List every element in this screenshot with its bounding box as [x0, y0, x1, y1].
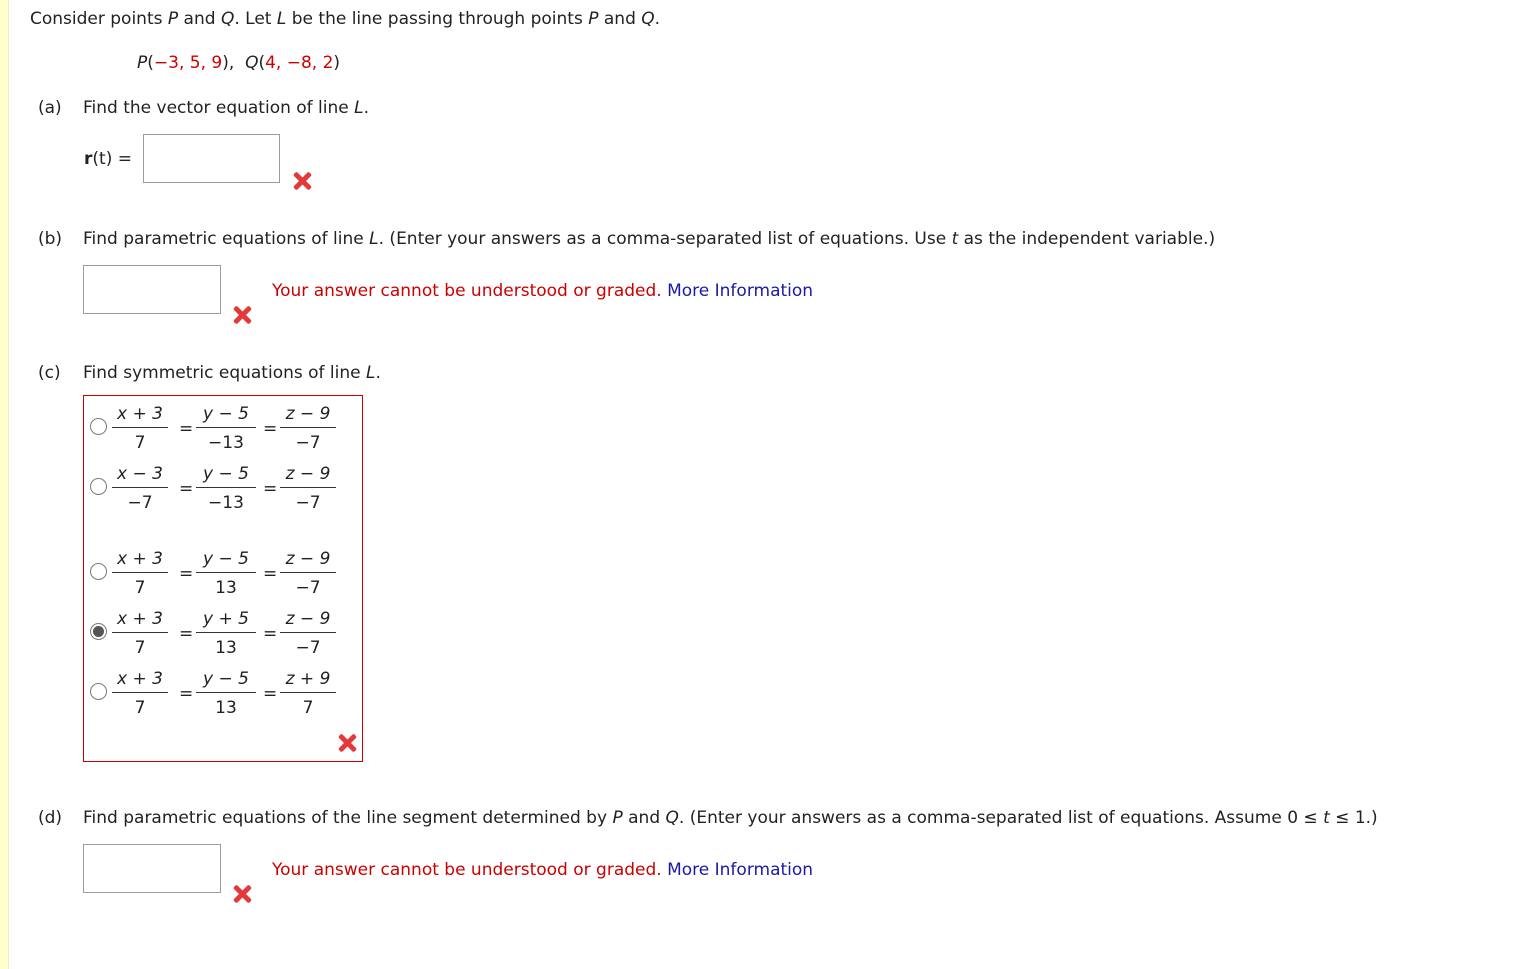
fraction	[280, 549, 336, 598]
fraction-numerator: x + 3	[112, 669, 168, 693]
var-l: L	[366, 363, 376, 383]
choice-option[interactable]	[84, 669, 354, 725]
fraction	[112, 549, 168, 598]
radio-button[interactable]	[90, 418, 107, 435]
var-t: t	[1323, 808, 1330, 828]
point-p-label: P	[137, 53, 148, 73]
error-text: Your answer cannot be understood or graded.	[272, 281, 662, 301]
fraction	[196, 464, 256, 513]
error-message	[272, 860, 813, 880]
radio-button[interactable]	[90, 683, 107, 700]
equals-sign: =	[263, 564, 278, 584]
fraction-denominator: −7	[295, 578, 321, 598]
part-a-label: (a)	[38, 98, 62, 118]
prompt-text: ≤ 1.)	[1329, 808, 1378, 828]
fraction	[280, 669, 336, 718]
fraction-numerator: y − 5	[196, 464, 256, 488]
points-given	[137, 53, 340, 73]
prompt-text: Find parametric equations of the line segment determined by	[83, 808, 613, 828]
var-q: Q	[220, 9, 235, 29]
point-p-coords: −3, 5, 9	[153, 53, 223, 73]
part-c-label: (c)	[38, 363, 61, 383]
var-q: Q	[641, 9, 655, 29]
fraction-numerator: z − 9	[280, 549, 336, 573]
prompt-text: and	[622, 808, 666, 828]
equals-sign: =	[263, 479, 278, 499]
x-mark-icon	[231, 304, 253, 326]
choice-option[interactable]	[84, 404, 354, 460]
part-d-label: (d)	[38, 808, 63, 828]
intro-text: be the line passing through points	[286, 9, 589, 29]
part-b-prompt	[83, 229, 1215, 249]
var-l: L	[369, 229, 379, 249]
paren: (	[147, 53, 154, 73]
equals-sign: =	[263, 624, 278, 644]
fraction	[280, 609, 336, 658]
vector-equation-input[interactable]	[143, 134, 280, 183]
paren: ),	[222, 53, 235, 73]
fraction	[280, 404, 336, 453]
fraction	[112, 404, 168, 453]
var-p: P	[612, 808, 623, 828]
error-message	[272, 281, 813, 301]
paren: (	[258, 53, 266, 73]
x-mark-icon	[291, 170, 313, 192]
fraction	[196, 404, 256, 453]
fraction-denominator: −13	[208, 493, 244, 513]
fraction-numerator: y + 5	[196, 609, 256, 633]
fraction	[112, 609, 168, 658]
fraction-denominator: −7	[295, 493, 321, 513]
var-q: Q	[665, 808, 679, 828]
fraction-numerator: x + 3	[112, 549, 168, 573]
equals-sign: =	[179, 624, 194, 644]
fraction-denominator: 7	[134, 638, 146, 658]
equals-sign: =	[263, 419, 278, 439]
symmetric-equations-choices	[83, 395, 363, 762]
part-d-prompt	[83, 808, 1378, 828]
choice-option[interactable]	[84, 549, 354, 605]
fraction-denominator: 7	[302, 698, 314, 718]
fraction-denominator: 13	[215, 638, 237, 658]
radio-button-selected[interactable]	[90, 623, 107, 640]
var-l: L	[276, 9, 287, 29]
r-of-t-label	[84, 149, 132, 169]
r-bold: r	[84, 149, 93, 169]
fraction	[280, 464, 336, 513]
choice-option[interactable]	[84, 609, 354, 665]
problem-intro	[30, 9, 660, 29]
fraction	[112, 669, 168, 718]
fraction-numerator: z − 9	[280, 609, 336, 633]
point-q-label: Q	[245, 53, 259, 73]
fraction	[196, 669, 256, 718]
var-p: P	[588, 9, 599, 29]
error-text: Your answer cannot be understood or graded.	[272, 860, 662, 880]
prompt-text: Find the vector equation of line	[83, 98, 355, 118]
fraction	[196, 549, 256, 598]
intro-text: Consider points	[30, 9, 168, 29]
fraction-denominator: −7	[295, 433, 321, 453]
paren: )	[333, 53, 341, 73]
prompt-text: as the independent variable.)	[958, 229, 1216, 249]
fraction-numerator: y − 5	[196, 669, 256, 693]
prompt-text: .	[375, 363, 381, 383]
intro-text: and	[598, 9, 642, 29]
fraction-denominator: −7	[295, 638, 321, 658]
fraction-numerator: x + 3	[112, 404, 168, 428]
intro-text: . Let	[234, 9, 277, 29]
intro-text: .	[654, 9, 661, 29]
equals-sign: =	[263, 684, 278, 704]
fraction-numerator: x − 3	[112, 464, 168, 488]
r-paren-text: (t) =	[92, 149, 132, 169]
part-a-prompt	[83, 98, 369, 118]
intro-text: and	[178, 9, 221, 29]
point-q-coords: 4, −8, 2	[265, 53, 334, 73]
fraction-numerator: y − 5	[196, 404, 256, 428]
line-segment-input[interactable]	[83, 844, 221, 893]
fraction	[196, 609, 256, 658]
equals-sign: =	[179, 419, 194, 439]
radio-button[interactable]	[90, 478, 107, 495]
prompt-text: Find parametric equations of line	[83, 229, 370, 249]
fraction-numerator: x + 3	[112, 609, 168, 633]
more-information-link[interactable]: More Information	[667, 860, 814, 880]
fraction-numerator: z − 9	[280, 464, 336, 488]
fraction-numerator: z + 9	[280, 669, 336, 693]
prompt-text: . (Enter your answers as a comma-separated list of equations. Assume 0 ≤	[678, 808, 1324, 828]
equals-sign: =	[179, 684, 194, 704]
prompt-text: .	[363, 98, 370, 118]
x-mark-icon	[336, 732, 358, 754]
var-p: P	[167, 9, 179, 29]
prompt-text: . (Enter your answers as a comma-separated list of equations. Use	[378, 229, 952, 249]
fraction-denominator: −13	[208, 433, 244, 453]
fraction-denominator: 7	[134, 578, 146, 598]
fraction-numerator: y − 5	[196, 549, 256, 573]
part-b-label: (b)	[38, 229, 63, 249]
left-margin-bar	[0, 0, 9, 969]
fraction-denominator: 7	[134, 433, 146, 453]
radio-button[interactable]	[90, 563, 107, 580]
fraction-denominator: 7	[134, 698, 146, 718]
var-t: t	[951, 229, 959, 249]
fraction-denominator: 13	[215, 698, 237, 718]
var-l: L	[354, 98, 364, 118]
parametric-equations-input[interactable]	[83, 265, 221, 314]
equals-sign: =	[179, 564, 194, 584]
x-mark-icon	[231, 883, 253, 905]
equals-sign: =	[179, 479, 194, 499]
more-information-link[interactable]: More Information	[667, 281, 814, 301]
fraction	[112, 464, 168, 513]
prompt-text: Find symmetric equations of line	[83, 363, 366, 383]
part-c-prompt	[83, 363, 381, 383]
fraction-numerator: z − 9	[280, 404, 336, 428]
fraction-denominator: 13	[215, 578, 237, 598]
choice-option[interactable]	[84, 464, 354, 520]
fraction-denominator: −7	[127, 493, 153, 513]
